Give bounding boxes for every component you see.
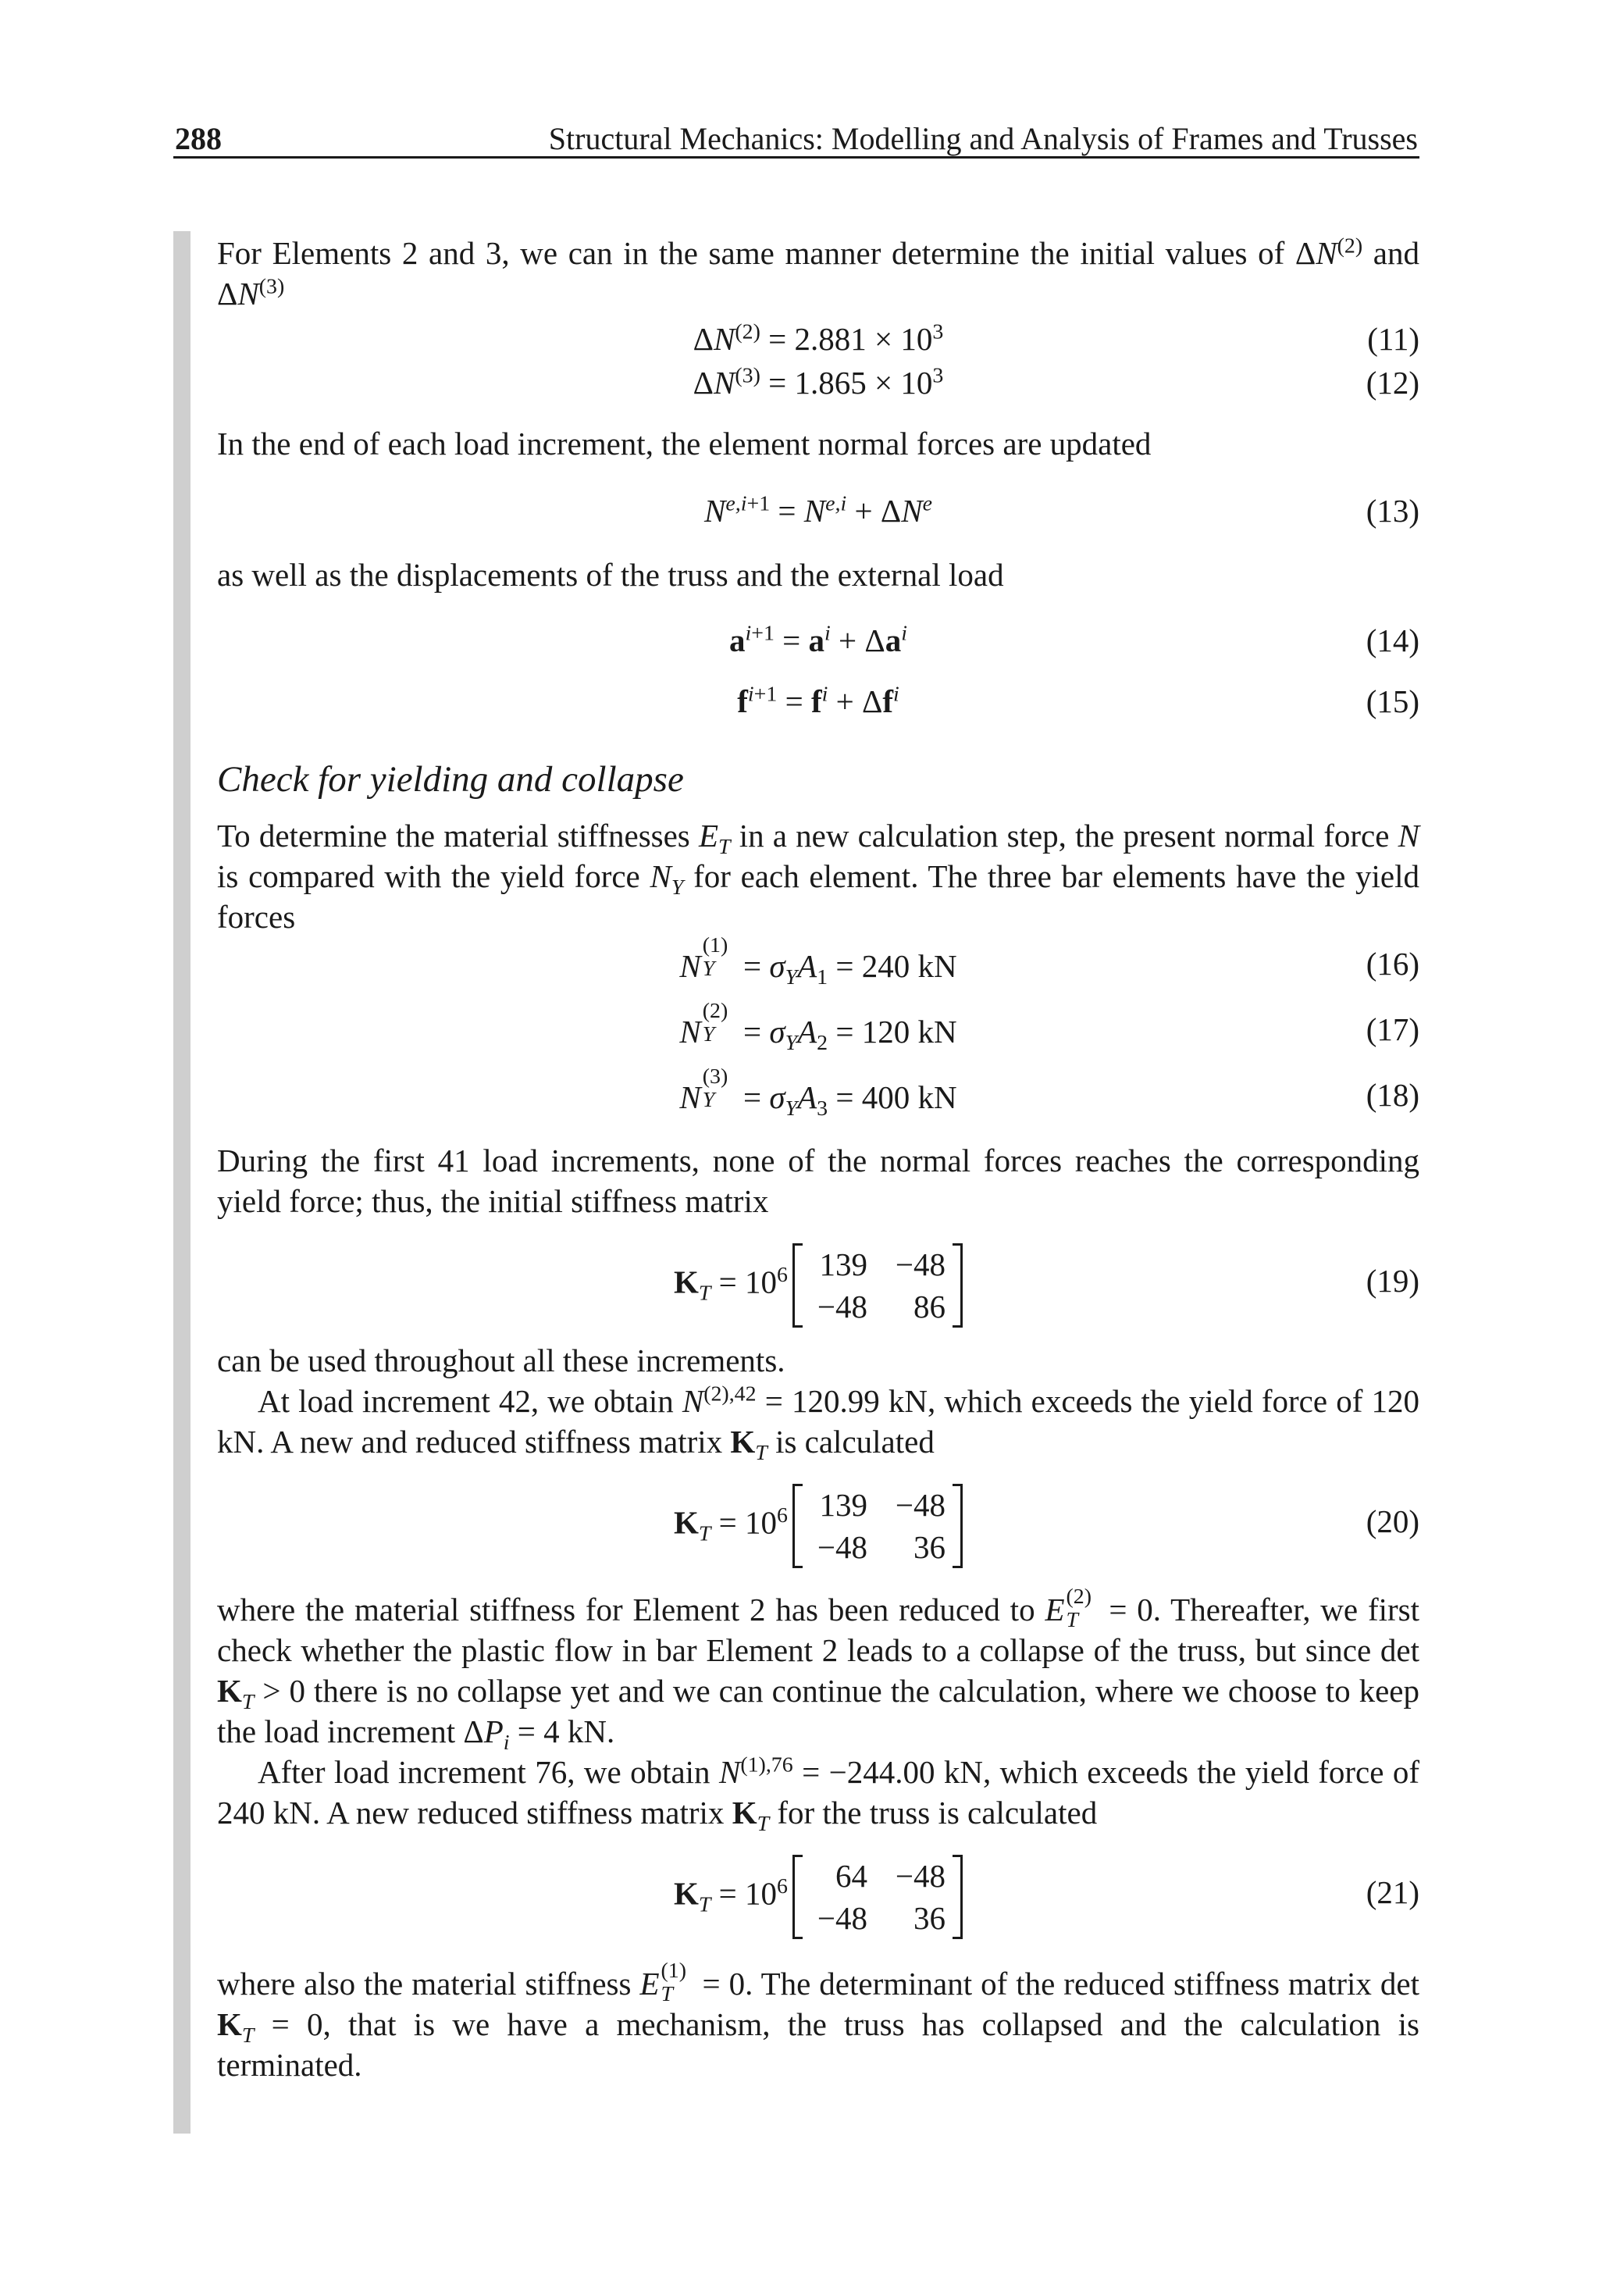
equation-18 bbox=[217, 1064, 1419, 1121]
paragraph-6: can be used throughout all these increments. bbox=[217, 1342, 785, 1378]
section-subheading: Check for yielding and collapse bbox=[217, 759, 684, 800]
page-number: 288 bbox=[175, 121, 222, 156]
page-content bbox=[217, 233, 1419, 2085]
paragraph-4: To determine the material stiffnesses $E_T$ in a new calculation step, the present normal force N is compared with the yield force $N_Y$ for each element. The three bar elements have the yield forces bbox=[217, 818, 1419, 935]
equation-13-number: (13) bbox=[1366, 493, 1419, 529]
equation-15 bbox=[217, 678, 1419, 722]
equation-16 bbox=[217, 932, 1419, 990]
running-title: Structural Mechanics: Modelling and Analysis of Frames and Trusses bbox=[548, 121, 1418, 156]
equation-12 bbox=[217, 359, 1419, 403]
page-header bbox=[173, 116, 1419, 159]
equation-21 bbox=[217, 1844, 1419, 1945]
equation-16-number: (16) bbox=[1366, 946, 1419, 982]
paragraph-3: as well as the displacements of the truss and the external load bbox=[217, 557, 1004, 593]
stiffness-matrix-19: 139 −48 −48 86 bbox=[792, 1243, 963, 1328]
equation-20-number: (20) bbox=[1366, 1503, 1419, 1539]
equation-15-expression: $f^{i+1} = f^i + \Delta f^i$ bbox=[737, 682, 899, 719]
equation-21-expression: $K_T = 10^6$ 64 −48 −48 36 bbox=[217, 1855, 1419, 1939]
equation-20-expression: $K_T = 10^6$ 139 −48 −48 36 bbox=[217, 1484, 1419, 1568]
equation-17-number: (17) bbox=[1366, 1011, 1419, 1047]
equation-14 bbox=[217, 617, 1419, 661]
equation-13-expression: $N^{e,i+1} = N^{e,i} + \Delta N^e$ bbox=[704, 491, 932, 529]
equation-12-number: (12) bbox=[1366, 365, 1419, 401]
paragraph-10: where also the material stiffness E (1) T = 0. The determinant of the reduced stiffness matrix $\det K_T = 0$, that is we have a mechanism, the truss has collapsed and the calculation is terminated. bbox=[217, 1958, 1420, 2083]
equation-21-number: (21) bbox=[1366, 1874, 1419, 1910]
equation-19-number: (19) bbox=[1366, 1263, 1419, 1299]
equation-11 bbox=[217, 316, 1419, 359]
equation-12-expression: $\Delta N^{(3)} = 1.865 \times 10^3$ bbox=[693, 363, 944, 401]
equation-19 bbox=[217, 1232, 1419, 1334]
equation-18-number: (18) bbox=[1366, 1077, 1419, 1113]
equation-16-expression: N (1) Y = $\sigma_YA_1 = 240$ kN bbox=[679, 932, 957, 990]
paragraph-7: At load increment 42, we obtain $N^{(2),42} = 120.99$ kN, which exceeds the yield force of 120 kN. A new and reduced stiffness matrix $K_T$ is calculated bbox=[217, 1382, 1419, 1466]
stiffness-matrix-21: 64 −48 −48 36 bbox=[792, 1855, 963, 1939]
equation-14-number: (14) bbox=[1366, 622, 1419, 658]
equation-13 bbox=[217, 487, 1419, 531]
equation-17-expression: N (2) Y = $\sigma_YA_2 = 120$ kN bbox=[679, 998, 957, 1056]
equation-11-number: (11) bbox=[1367, 321, 1419, 357]
equation-11-expression: $\Delta N^{(2)} = 2.881 \times 10^3$ bbox=[693, 319, 944, 357]
paragraph-2: In the end of each load increment, the element normal forces are updated bbox=[217, 426, 1152, 462]
paragraph-9: After load increment 76, we obtain $N^{(1),76} = -244.00$ kN, which exceeds the yield force of 240 kN. A new reduced stiffness matrix $K_T$ for the truss is calculated bbox=[217, 1752, 1419, 1837]
paragraph-5: During the first 41 load increments, none of the normal forces reaches the corresponding yield force; thus, the initial stiffness matrix bbox=[217, 1143, 1419, 1219]
equation-17 bbox=[217, 998, 1419, 1056]
stiffness-matrix-20: 139 −48 −48 36 bbox=[792, 1484, 963, 1568]
equation-14-expression: $a^{i+1} = a^i + \Delta a^i$ bbox=[728, 621, 908, 658]
equation-20 bbox=[217, 1473, 1419, 1574]
equation-15-number: (15) bbox=[1366, 683, 1419, 719]
paragraph-1: For Elements 2 and 3, we can in the same manner determine the initial values of ΔN$^{(2)}$ and ΔN$^{(3)}$ bbox=[217, 234, 1419, 312]
equation-19-expression: $K_T = 10^6$ 139 −48 −48 86 bbox=[217, 1243, 1419, 1328]
example-sidebar-bar bbox=[173, 231, 191, 2134]
paragraph-8: where the material stiffness for Element 2 has been reduced to E (2) T = 0. Thereafter, we first check whether the plastic flow in bar Element 2 leads to a collapse of the truss, but since $\det K_T > 0$ there is no collapse yet and we can continue the calculation, where we choose to keep the load increment $\Delta P_i = 4$ kN. bbox=[217, 1584, 1420, 1756]
equation-18-expression: N (3) Y = $\sigma_YA_3 = 400$ kN bbox=[679, 1064, 957, 1121]
